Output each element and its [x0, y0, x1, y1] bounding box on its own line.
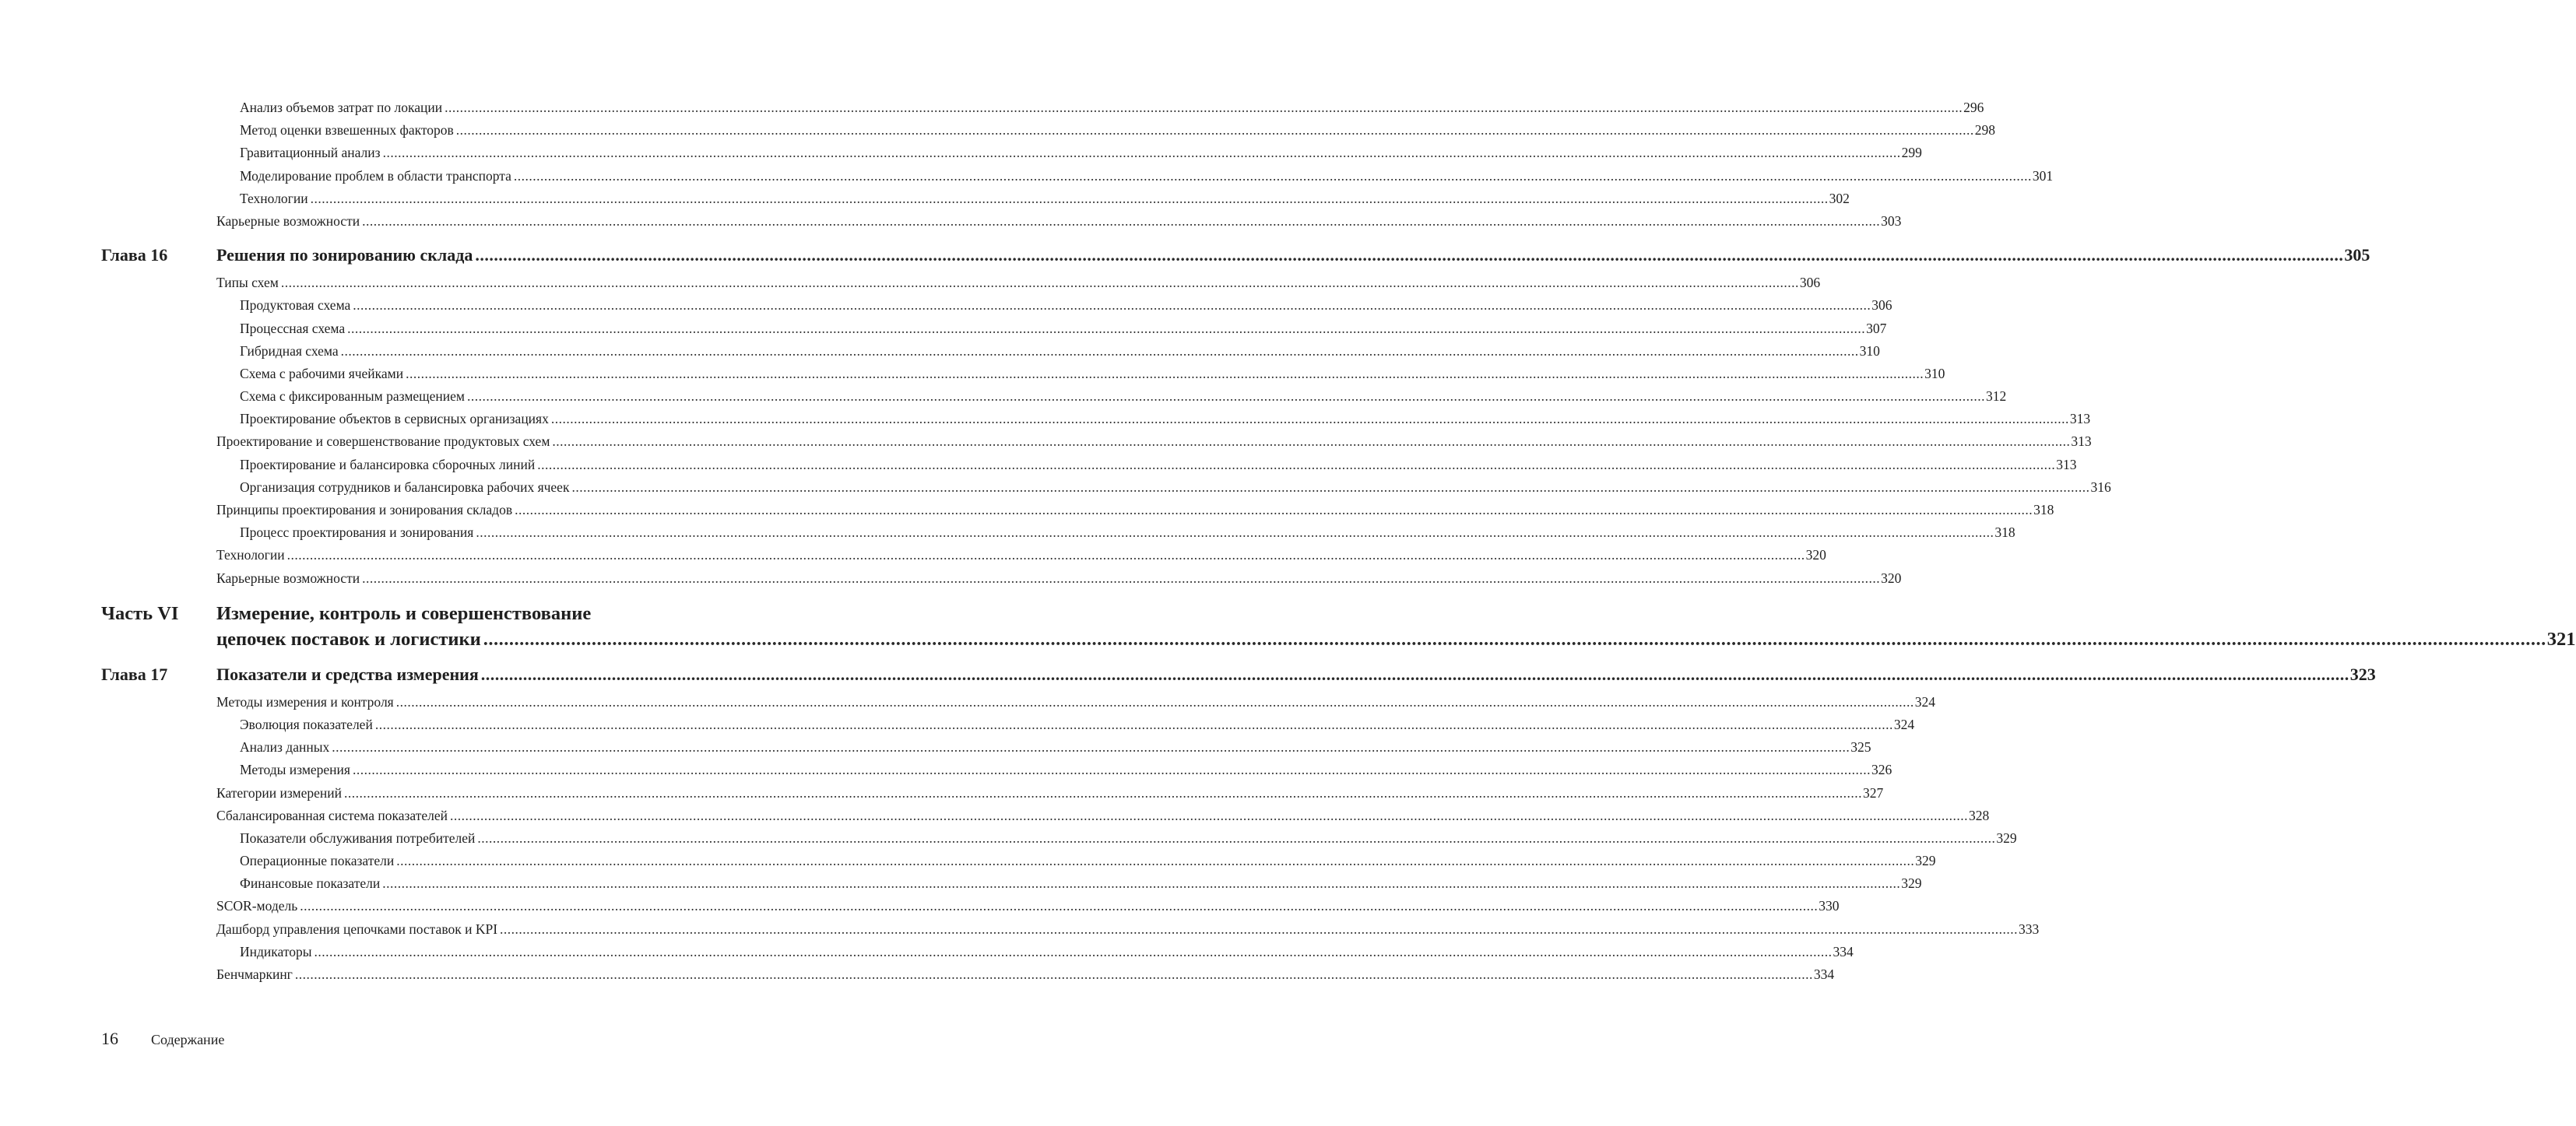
- toc-entry-page: 330: [1819, 898, 1840, 914]
- toc-entry-page: 334: [1813, 966, 1835, 982]
- dot-leader: ................................................................................................................................................................................................................................................................................................................................................................................................................: [374, 716, 1893, 732]
- chapter-label: Глава 16: [101, 245, 168, 265]
- toc-entry: [101, 408, 2091, 430]
- toc-entry: [101, 544, 1826, 567]
- toc-entry-page: 320: [1805, 547, 1826, 563]
- toc-entry-page: 310: [1924, 365, 1945, 381]
- running-title: Содержание: [151, 1032, 225, 1047]
- dot-leader: ................................................................................................................................................................................................................................................................................................................................................................................................................: [362, 212, 1881, 229]
- dot-leader: ................................................................................................................................................................................................................................................................................................................................................................................................................: [382, 875, 1901, 892]
- toc-entry-page: 312: [1985, 388, 2007, 405]
- toc-entry-page: 334: [1833, 943, 1854, 959]
- dot-leader: ................................................................................................................................................................................................................................................................................................................................................................................................................: [552, 433, 2071, 450]
- part-label: Часть VI: [101, 602, 179, 624]
- toc-entry-title: Операционные показатели: [240, 853, 395, 869]
- dot-leader: ................................................................................................................................................................................................................................................................................................................................................................................................................: [362, 570, 1881, 586]
- toc-entry: [101, 96, 1984, 119]
- toc-entry-page: 316: [2090, 479, 2111, 495]
- dot-leader: ................................................................................................................................................................................................................................................................................................................................................................................................................: [455, 122, 1974, 139]
- dot-leader: ................................................................................................................................................................................................................................................................................................................................................................................................................: [476, 524, 1994, 541]
- dot-leader: ................................................................................................................................................................................................................................................................................................................................................................................................................: [314, 943, 1833, 959]
- toc-entry-title: Процессная схема: [240, 320, 346, 336]
- toc-chapter-heading: [101, 663, 2376, 686]
- toc-entry: [101, 805, 1990, 827]
- toc-entry-page: 313: [2071, 433, 2092, 450]
- chapter-title: Показатели и средства измерения: [216, 664, 479, 684]
- dot-leader: ................................................................................................................................................................................................................................................................................................................................................................................................................: [406, 365, 1924, 381]
- chapter-page: 323: [2349, 664, 2376, 684]
- dot-leader: ................................................................................................................................................................................................................................................................................................................................................................................................................: [571, 479, 2090, 495]
- toc-entry: [101, 714, 1915, 736]
- toc-entry-title: Технологии: [240, 190, 308, 206]
- toc-entry-page: 306: [1799, 275, 1821, 291]
- toc-entry-title: Типы схем: [216, 275, 279, 291]
- toc-entry-title: Технологии: [216, 547, 285, 563]
- dot-leader: ................................................................................................................................................................................................................................................................................................................................................................................................................: [477, 830, 1996, 846]
- toc-entry: [101, 430, 2092, 453]
- toc-entry: [101, 294, 1892, 317]
- toc-entry-page: 307: [1866, 320, 1887, 336]
- part-title-line-1: Измерение, контроль и совершенствование: [216, 602, 592, 624]
- dot-leader: ................................................................................................................................................................................................................................................................................................................................................................................................................: [352, 762, 1871, 778]
- toc-entry-page: 296: [1963, 100, 1984, 115]
- toc-entry-page: 298: [1974, 122, 1996, 139]
- toc-entry-page: 329: [1901, 875, 1922, 892]
- toc-entry-page: 320: [1881, 570, 1902, 586]
- dot-leader: ................................................................................................................................................................................................................................................................................................................................................................................................................: [513, 167, 2032, 184]
- dot-leader: ................................................................................................................................................................................................................................................................................................................................................................................................................: [347, 320, 1866, 336]
- toc-entry-page: 333: [2019, 921, 2040, 937]
- toc-chapter-heading: [101, 244, 2370, 267]
- toc-entry: [101, 521, 2015, 544]
- toc-entry-title: Индикаторы: [240, 943, 312, 959]
- page-number: 16: [101, 1029, 118, 1048]
- toc-entry-title: Гибридная схема: [240, 342, 339, 359]
- toc-entry: [101, 272, 1821, 294]
- toc-entry-page: 302: [1829, 190, 1850, 206]
- toc-entry-page: 301: [2032, 167, 2054, 184]
- dot-leader: ................................................................................................................................................................................................................................................................................................................................................................................................................: [395, 693, 1914, 710]
- toc-entry-title: Схема с рабочими ячейками: [240, 365, 404, 381]
- dot-leader: ................................................................................................................................................................................................................................................................................................................................................................................................................: [550, 411, 2069, 427]
- toc-entry: [101, 918, 2040, 941]
- toc-entry: [101, 827, 2017, 850]
- toc-entry-title: Карьерные возможности: [216, 212, 360, 229]
- toc-entry: [101, 895, 1840, 917]
- toc-entry-page: 303: [1881, 212, 1902, 229]
- toc-entry-title: Гравитационный анализ: [240, 145, 381, 161]
- toc-entry: [101, 210, 1902, 233]
- toc-entry-page: 328: [1968, 807, 1990, 823]
- toc-entry-page: 313: [2056, 456, 2077, 472]
- dot-leader: ................................................................................................................................................................................................................................................................................................................................................................................................................: [500, 921, 2019, 937]
- toc-entry-title: Бенчмаркинг: [216, 966, 293, 982]
- toc-entry-title: Проектирование объектов в сервисных организациях: [240, 411, 549, 427]
- toc-entry: [101, 363, 1945, 385]
- dot-leader: ................................................................................................................................................................................................................................................................................................................................................................................................................: [344, 784, 1863, 801]
- toc-entry-title: Проектирование и балансировка сборочных линий: [240, 456, 536, 472]
- toc-entry-title: Проектирование и совершенствование продуктовых схем: [216, 433, 550, 450]
- dot-leader: ................................................................................................................................................................................................................................................................................................................................................................................................................: [310, 190, 1829, 206]
- toc-entry-page: 329: [1996, 830, 2017, 846]
- toc-entry: [101, 759, 1892, 781]
- toc-entry-title: SCOR-модель: [216, 898, 298, 914]
- toc-part-heading: [101, 601, 2576, 652]
- dot-leader: ................................................................................................................................................................................................................................................................................................................................................................................................................: [280, 275, 1799, 291]
- toc-entry-page: 299: [1901, 145, 1922, 161]
- part-page: 321: [2546, 628, 2576, 650]
- toc-entry-title: Методы измерения и контроля: [216, 693, 394, 710]
- toc-entry: [101, 567, 1902, 590]
- dot-leader: ................................................................................................................................................................................................................................................................................................................................................................................................................: [332, 739, 1850, 756]
- toc-entry: [101, 165, 2054, 188]
- dot-leader: ................................................................................................................................................................................................................................................................................................................................................................................................................: [396, 853, 1915, 869]
- toc-entry: [101, 963, 1835, 986]
- dot-leader: ................................................................................................................................................................................................................................................................................................................................................................................................................: [483, 628, 2546, 650]
- toc-entry: [101, 736, 1871, 759]
- toc-entry-page: 324: [1914, 693, 1935, 710]
- dot-leader: ................................................................................................................................................................................................................................................................................................................................................................................................................: [537, 456, 2056, 472]
- dot-leader: ................................................................................................................................................................................................................................................................................................................................................................................................................: [475, 245, 2344, 265]
- toc-entry-title: Схема с фиксированным размещением: [240, 388, 465, 405]
- dot-leader: ................................................................................................................................................................................................................................................................................................................................................................................................................: [294, 966, 1813, 982]
- dot-leader: ................................................................................................................................................................................................................................................................................................................................................................................................................: [515, 502, 2033, 517]
- chapter-page: 305: [2344, 245, 2370, 265]
- toc-entry-page: 310: [1859, 342, 1880, 359]
- dot-leader: ................................................................................................................................................................................................................................................................................................................................................................................................................: [445, 100, 1963, 115]
- dot-leader: ................................................................................................................................................................................................................................................................................................................................................................................................................: [382, 145, 1901, 161]
- toc-entry: [101, 476, 2111, 499]
- chapter-label: Глава 17: [101, 664, 168, 684]
- toc-entry-page: 325: [1850, 739, 1871, 756]
- toc-entry-title: Эволюция показателей: [240, 716, 373, 732]
- toc-entry-title: Сбалансированная система показателей: [216, 807, 448, 823]
- toc-entry: [101, 119, 1996, 142]
- toc-entry-title: Продуктовая схема: [240, 297, 351, 314]
- toc-entry-title: Процесс проектирования и зонирования: [240, 524, 474, 541]
- toc-entry: [101, 188, 1850, 210]
- page-footer: [101, 1029, 224, 1049]
- toc-entry: [101, 499, 2054, 521]
- toc-entry-page: 318: [1994, 524, 2015, 541]
- toc-entry-title: Показатели обслуживания потребителей: [240, 830, 476, 846]
- toc-entry-title: Карьерные возможности: [216, 570, 360, 586]
- part-title-line-2: цепочек поставок и логистики: [216, 628, 481, 650]
- dot-leader: ................................................................................................................................................................................................................................................................................................................................................................................................................: [449, 807, 1968, 823]
- toc-entry: [101, 782, 1884, 805]
- dot-leader: ................................................................................................................................................................................................................................................................................................................................................................................................................: [286, 547, 1805, 563]
- toc-entry-title: Финансовые показатели: [240, 875, 381, 892]
- dot-leader: ................................................................................................................................................................................................................................................................................................................................................................................................................: [466, 388, 1985, 405]
- toc-entry: [101, 850, 1936, 872]
- toc-entry-title: Принципы проектирования и зонирования складов: [216, 502, 513, 517]
- toc-entry: [101, 340, 1880, 363]
- toc-entry: [101, 385, 2007, 408]
- chapter-title: Решения по зонированию склада: [216, 245, 473, 265]
- toc-entry-title: Методы измерения: [240, 762, 350, 778]
- toc-entry-page: 326: [1871, 762, 1892, 778]
- toc-entry-title: Метод оценки взвешенных факторов: [240, 122, 454, 139]
- toc-entry-title: Анализ объемов затрат по локации: [240, 100, 443, 115]
- toc-entry: [101, 454, 2077, 476]
- toc-entry-title: Анализ данных: [240, 739, 330, 756]
- toc-entry-title: Моделирование проблем в области транспорта: [240, 167, 511, 184]
- table-of-contents: [101, 96, 2576, 986]
- toc-entry: [101, 872, 1922, 895]
- toc-entry: [101, 317, 1887, 340]
- dot-leader: ................................................................................................................................................................................................................................................................................................................................................................................................................: [300, 898, 1819, 914]
- toc-entry-page: 318: [2033, 502, 2054, 517]
- dot-leader: ................................................................................................................................................................................................................................................................................................................................................................................................................: [340, 342, 1859, 359]
- toc-entry-title: Дашборд управления цепочками поставок и KPI: [216, 921, 498, 937]
- toc-entry-title: Организация сотрудников и балансировка рабочих ячеек: [240, 479, 570, 495]
- toc-entry: [101, 142, 1922, 164]
- toc-entry: [101, 941, 1854, 963]
- toc-entry-page: 306: [1871, 297, 1892, 314]
- toc-entry-page: 327: [1863, 784, 1884, 801]
- toc-entry-title: Категории измерений: [216, 784, 343, 801]
- dot-leader: ................................................................................................................................................................................................................................................................................................................................................................................................................: [480, 664, 2349, 684]
- toc-entry-page: 324: [1893, 716, 1915, 732]
- toc-entry-page: 329: [1915, 853, 1936, 869]
- dot-leader: ................................................................................................................................................................................................................................................................................................................................................................................................................: [353, 297, 1871, 314]
- toc-entry: [101, 691, 1935, 714]
- toc-entry-page: 313: [2069, 411, 2091, 427]
